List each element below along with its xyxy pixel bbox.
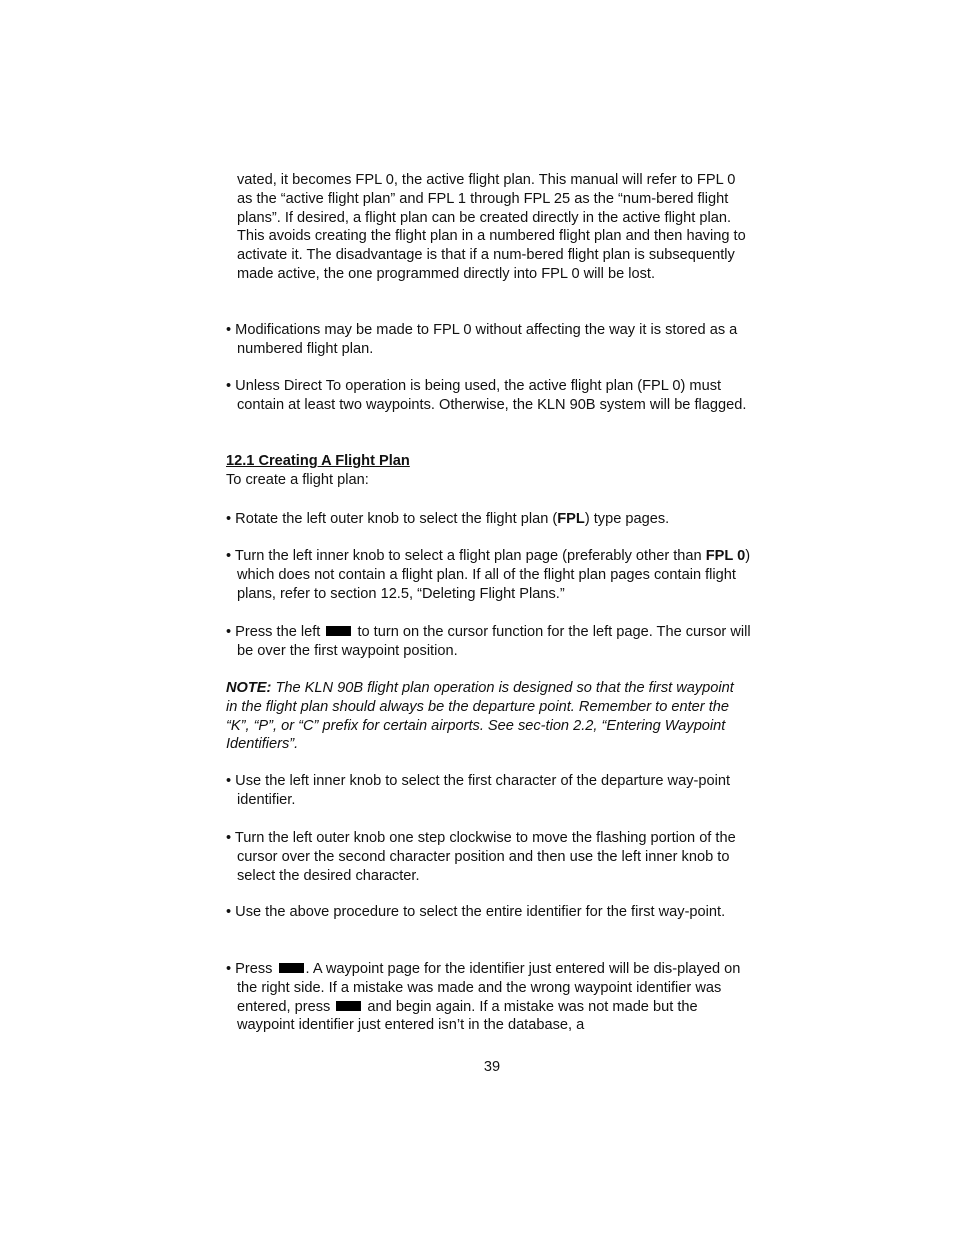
- bullet-turn-inner-knob: • Turn the left inner knob to select a flight plan page (preferably other than FPL 0) which does not contain a flight plan. If all of the flight plan pages contain flight plans, refer to section 12.5, “Deleting Flight Plans.”: [226, 548, 751, 602]
- bullet-turn-outer-knob: • Turn the left outer knob one step clockwise to move the flashing portion of the cursor over the second character position and then use the left inner knob to select the desired character.: [226, 830, 736, 884]
- bullet-marker: •: [226, 624, 232, 640]
- page-number: 39: [483, 1059, 501, 1075]
- note-paragraph: NOTE: The KLN 90B flight plan operation is designed so that the first waypoint in the flight plan should always be the departure point. Remember to enter the “K”, “P”, or “C” prefix for certain airports. See sec-tion 2.2, “Entering Waypoint Identifiers”.: [226, 680, 734, 753]
- bullet-direct-to: • Unless Direct To operation is being used, the active flight plan (FPL 0) must contain at least two waypoints. Otherwise, the KLN 90B system will be flagged.: [226, 378, 747, 413]
- bullet-press-left-cursor: • Press the left to turn on the cursor function for the left page. The cursor will be over the first waypoint position.: [226, 624, 751, 659]
- enter-button-icon: [279, 963, 304, 973]
- bullet-marker: •: [226, 511, 232, 527]
- bullet-marker: •: [226, 961, 232, 977]
- note-label: NOTE:: [226, 680, 272, 696]
- bullet-modifications: • Modifications may be made to FPL 0 without affecting the way it is stored as a numbered flight plan.: [226, 322, 738, 357]
- bullet-marker: •: [226, 830, 232, 846]
- bullet-rotate-outer-knob: • Rotate the left outer knob to select the flight plan (FPL) type pages.: [226, 511, 670, 527]
- bullet-marker: •: [226, 773, 232, 789]
- bullet-use-inner-knob: • Use the left inner knob to select the first character of the departure way-point identifier.: [226, 773, 730, 808]
- bullet-marker: •: [226, 378, 232, 394]
- bullet-marker: •: [226, 322, 232, 338]
- bullet-marker: •: [226, 904, 232, 920]
- intro-paragraph: vated, it becomes FPL 0, the active flight plan. This manual will refer to FPL 0 as the “active flight plan” and FPL 1 through FPL 25 as the “num-bered flight plans”. If desired, a flight plan can be created directly in the active flight plan. This avoids creating the flight plan in a numbered flight plan and then having to activate it. The disadvantage is that if a num-bered flight plan is subsequently made active, the one programmed directly into FPL 0 will be lost.: [237, 172, 746, 282]
- cursor-button-icon: [326, 626, 351, 636]
- bullet-marker: •: [226, 548, 232, 564]
- section-heading: 12.1 Creating A Flight Plan: [226, 453, 410, 469]
- bullet-press-enter: • Press . A waypoint page for the identifier just entered will be dis-played on the right side. If a mistake was made and the wrong waypoint identifier was entered, press and begin again. If a mistake was not made but the waypoint identifier just entered isn’t in the database, a: [226, 961, 741, 1034]
- bullet-use-above-procedure: • Use the above procedure to select the entire identifier for the first way-point.: [226, 904, 726, 920]
- clear-button-icon: [336, 1001, 361, 1011]
- to-create-line: To create a flight plan:: [226, 472, 369, 488]
